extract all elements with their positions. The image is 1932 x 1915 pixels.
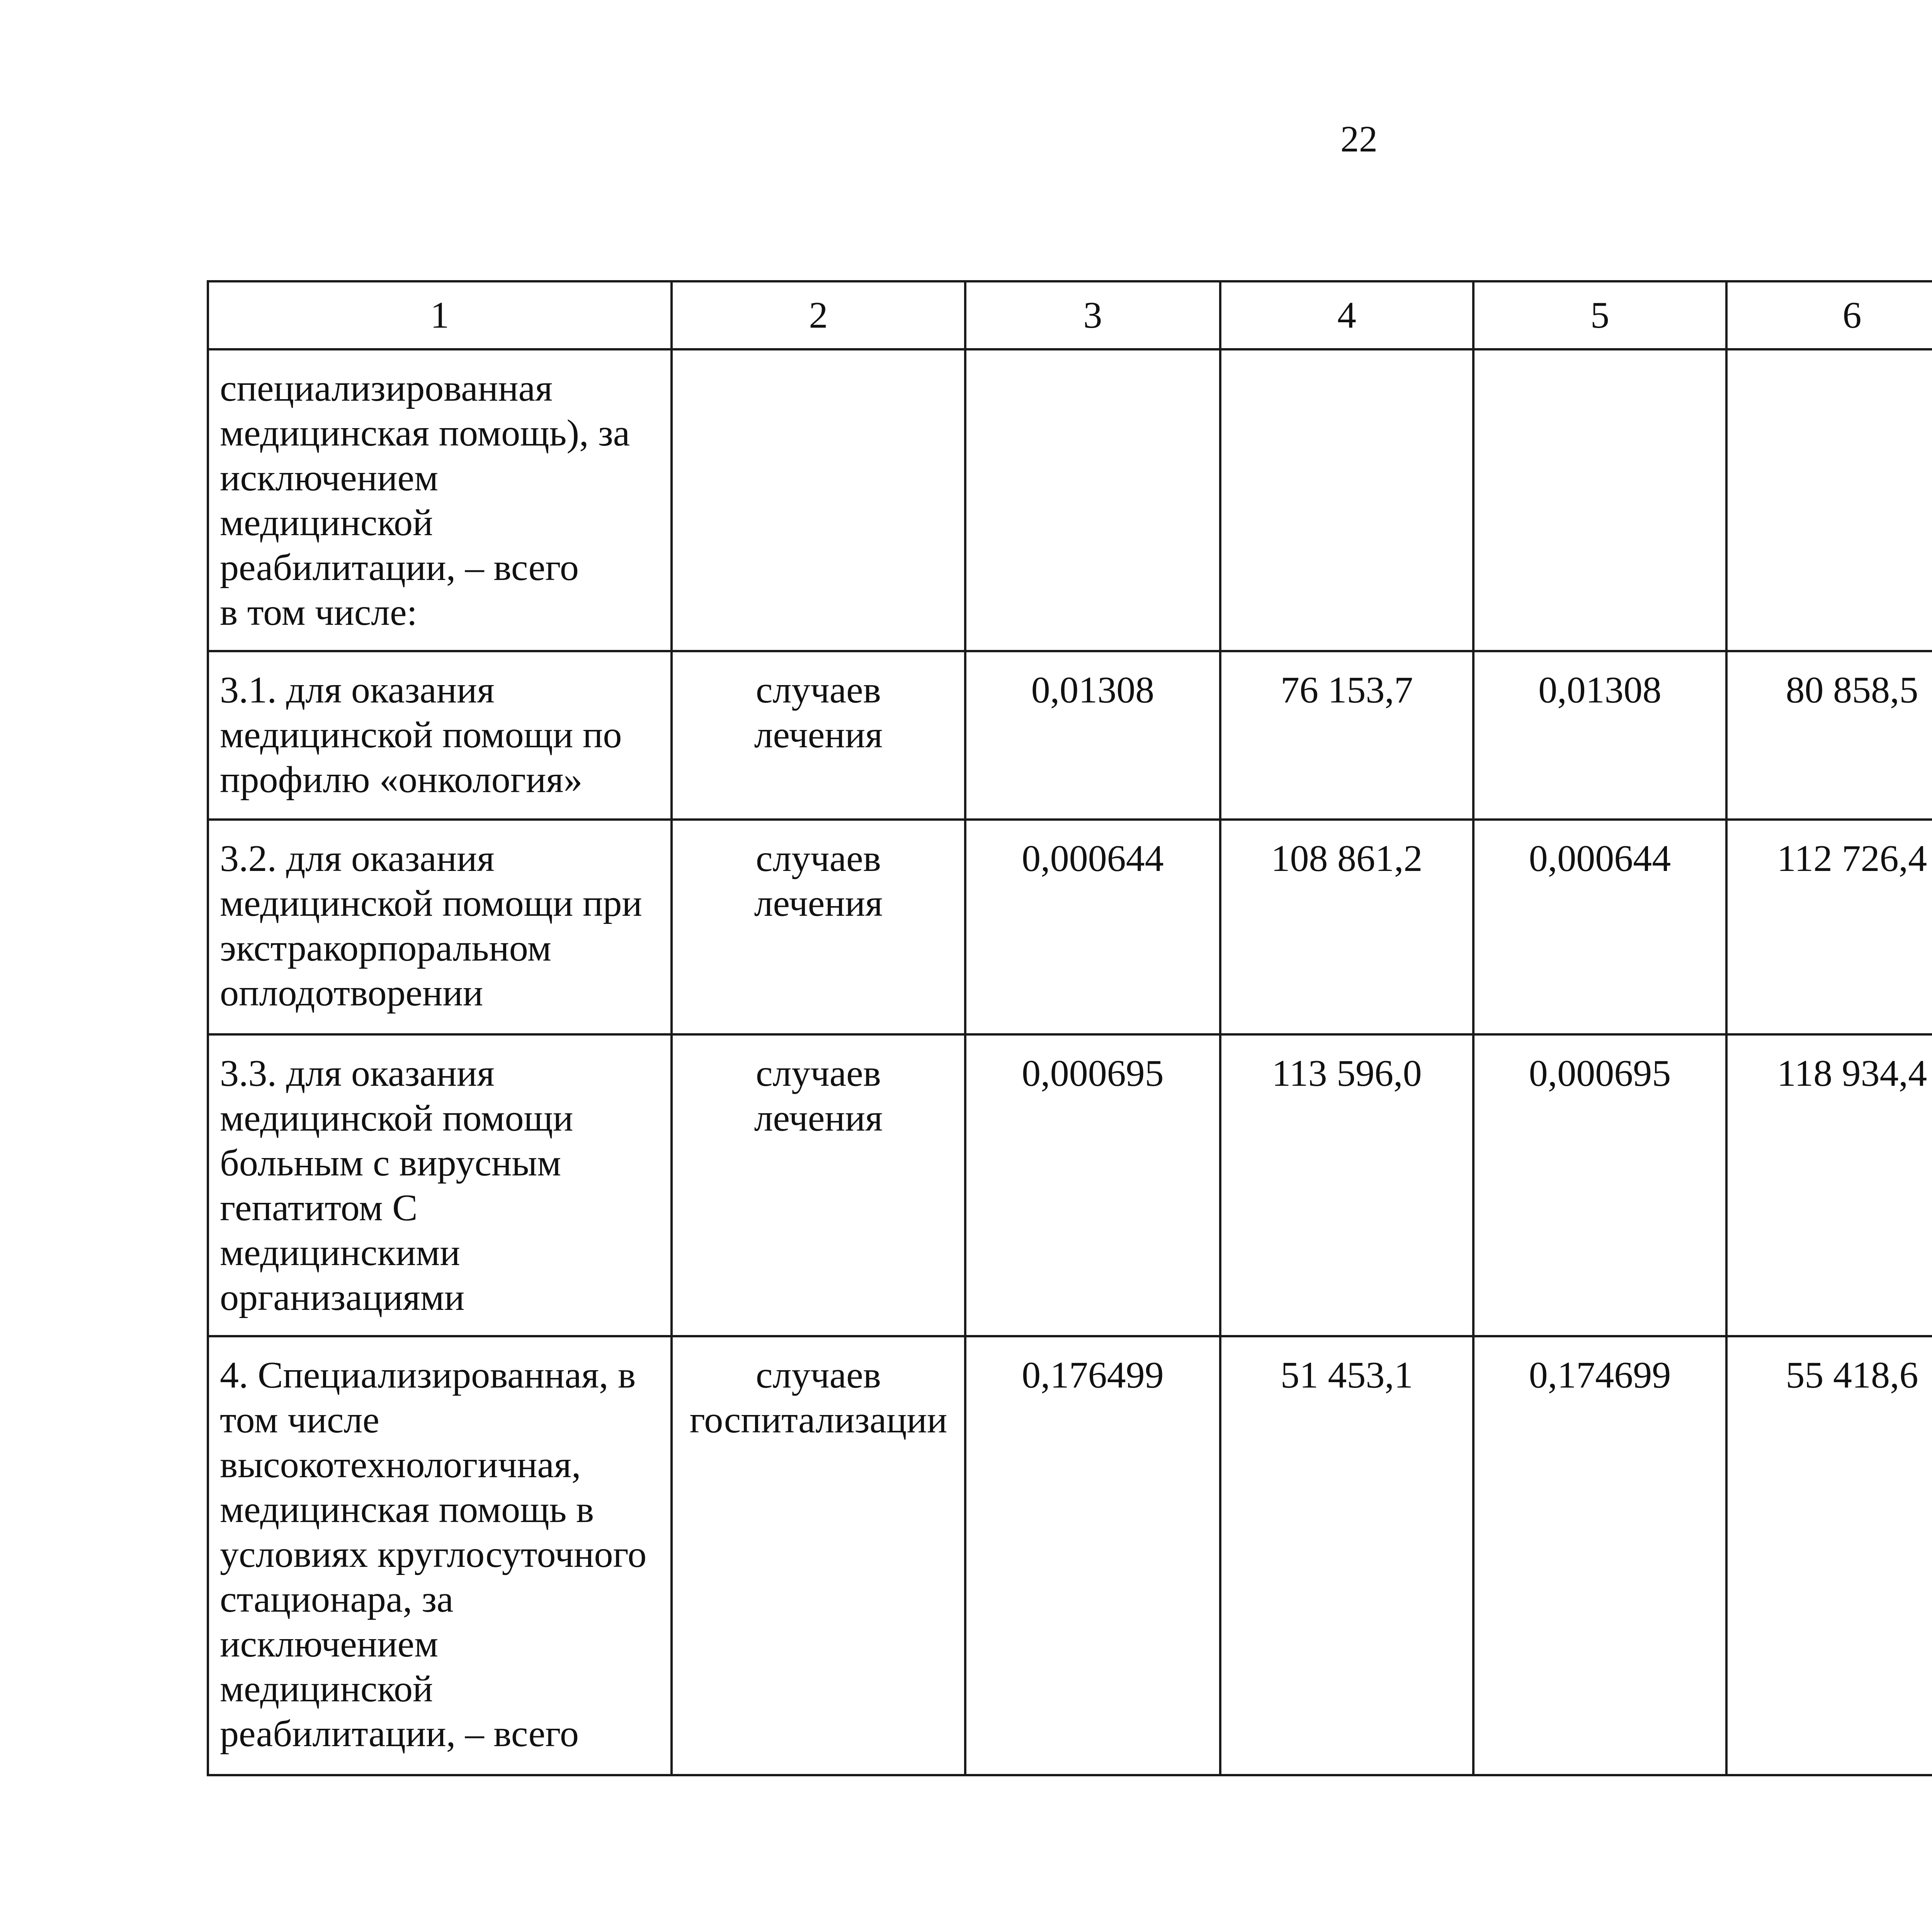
value-cell: 0,000644 [965,820,1220,1034]
row-name: специализированная медицинская помощь), за исключением медицинской реабилитации, – всего в том числе: [220,367,630,633]
table-row [208,651,1932,820]
unit-cell [672,1336,965,1775]
value-cell: 0,000695 [965,1034,1220,1336]
value-cell: 0,01308 [965,651,1220,820]
table-row [208,820,1932,1034]
value-cell: 112 726,4 [1726,820,1932,1034]
row-unit: случаев лечения [754,1053,883,1139]
table-row [208,1336,1932,1775]
unit-cell [672,1034,965,1336]
value-cell: 80 858,5 [1726,651,1932,820]
value-cell: 51 453,1 [1220,1336,1473,1775]
table-row [208,1034,1932,1336]
table-row [208,349,1932,651]
value-cell [1726,349,1932,651]
column-header: 3 [965,281,1220,349]
row-name: 3.3. для оказания медицинской помощи больным с вирусным гепатитом С медицинскими организациями [220,1053,573,1318]
value-cell [965,349,1220,651]
row-name-cell [208,651,672,820]
table-header-row [208,281,1932,349]
row-name-cell [208,1034,672,1336]
row-name-cell [208,820,672,1034]
column-header: 2 [672,281,965,349]
value-cell: 118 934,4 [1726,1034,1932,1336]
unit-cell [672,349,965,651]
row-unit: случаев госпитализации [689,1354,947,1441]
value-cell: 0,000644 [1473,820,1726,1034]
value-cell: 76 153,7 [1220,651,1473,820]
row-unit: случаев лечения [754,838,883,924]
value-cell: 0,174699 [1473,1336,1726,1775]
value-cell: 0,176499 [965,1336,1220,1775]
row-name-cell [208,1336,672,1775]
column-header: 5 [1473,281,1726,349]
row-unit: случаев лечения [754,669,883,756]
row-name: 3.1. для оказания медицинской помощи по профилю «онкология» [220,669,622,801]
column-header: 6 [1726,281,1932,349]
column-header: 4 [1220,281,1473,349]
value-cell [1220,349,1473,651]
value-cell [1473,349,1726,651]
page-number: 22 [1340,118,1378,160]
column-header: 1 [208,281,672,349]
value-cell: 55 418,6 [1726,1336,1932,1775]
row-name: 4. Специализированная, в том числе высокотехнологичная, медицинская помощь в условиях круглосуточного стационара, за исключением медицинской реабилитации, – всего [220,1354,647,1755]
data-table [207,280,1932,1776]
value-cell: 0,01308 [1473,651,1726,820]
value-cell: 0,000695 [1473,1034,1726,1336]
unit-cell [672,820,965,1034]
value-cell: 113 596,0 [1220,1034,1473,1336]
row-name-cell [208,349,672,651]
unit-cell [672,651,965,820]
row-name: 3.2. для оказания медицинской помощи при экстракорпоральном оплодотворении [220,838,642,1014]
value-cell: 108 861,2 [1220,820,1473,1034]
